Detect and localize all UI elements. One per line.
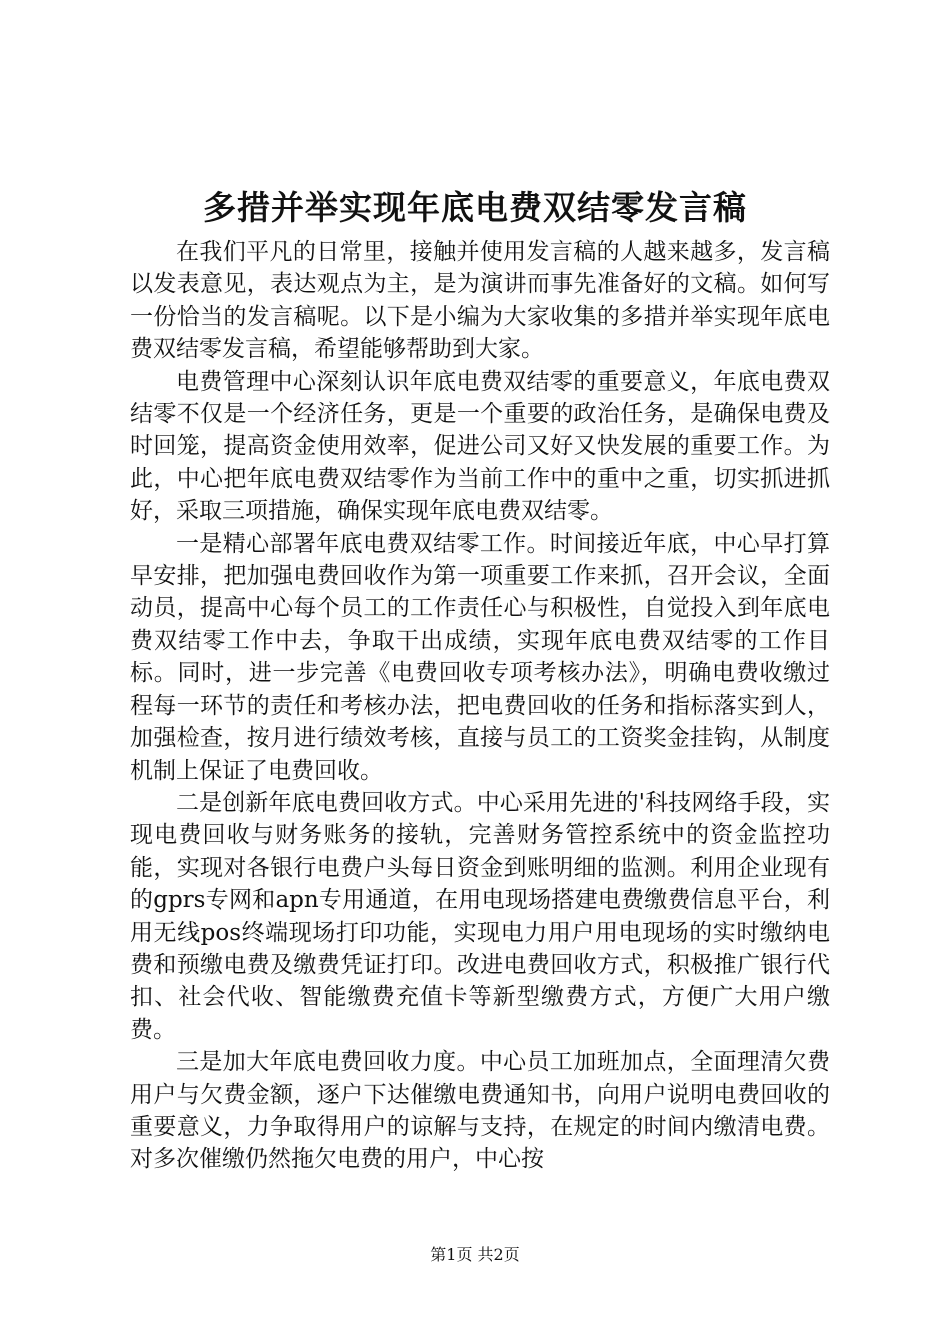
paragraph-measure-one: 一是精心部署年底电费双结零工作。时间接近年底，中心早打算早安排，把加强电费回收作为第一项重要工作来抓，召开会议，全面动员，提高中心每个员工的工作责任心与积极性，自觉投入到年底电费双结零工作中去，争取干出成绩，实现年底电费双结零的工作目标。同时，进一步完善《电费回收专项考核办法》，明确电费收缴过程每一环节的责任和考核办法，把电费回收的任务和指标落实到人，加强检查，按月进行绩效考核，直接与员工的工资奖金挂钩，从制度机制上保证了电费回收。 (130, 530, 830, 784)
page-footer: 第1页 共2页 (430, 1245, 520, 1264)
paragraph-measure-two: 二是创新年底电费回收方式。中心采用先进的'科技网络手段，实现电费回收与财务账务的接轨，完善财务管控系统中的资金监控功能，实现对各银行电费户头每日资金到账明细的监测。利用企业现有的gprs专网和apn专用通道，在用电现场搭建电费缴费信息平台，利用无线pos终端现场打印功能，实现电力用户用电现场的实时缴纳电费和预缴电费及缴费凭证打印。改进电费回收方式，积极推广银行代扣、社会代收、智能缴费充值卡等新型缴费方式，方便广大用户缴费。 (130, 789, 830, 1043)
paragraph-intro: 在我们平凡的日常里，接触并使用发言稿的人越来越多，发言稿以发表意见，表达观点为主，是为演讲而事先准备好的文稿。如何写一份恰当的发言稿呢。以下是小编为大家收集的多措并举实现年底电费双结零发言稿，希望能够帮助到大家。 (130, 239, 830, 363)
document-title: 多措并举实现年底电费双结零发言稿 (203, 188, 747, 227)
document-body (130, 236, 830, 1176)
paragraph-measure-three: 三是加大年底电费回收力度。中心员工加班加点，全面理清欠费用户与欠费金额，逐户下达催缴电费通知书，向用户说明电费回收的重要意义，力争取得用户的谅解与支持，在规定的时间内缴清电费。对多次催缴仍然拖欠电费的用户，中心按 (130, 1049, 830, 1173)
paragraph-importance: 电费管理中心深刻认识年底电费双结零的重要意义，年底电费双结零不仅是一个经济任务，更是一个重要的政治任务，是确保电费及时回笼，提高资金使用效率，促进公司又好又快发展的重要工作。为此，中心把年底电费双结零作为当前工作中的重中之重，切实抓进抓好，采取三项措施，确保实现年底电费双结零。 (130, 368, 830, 525)
